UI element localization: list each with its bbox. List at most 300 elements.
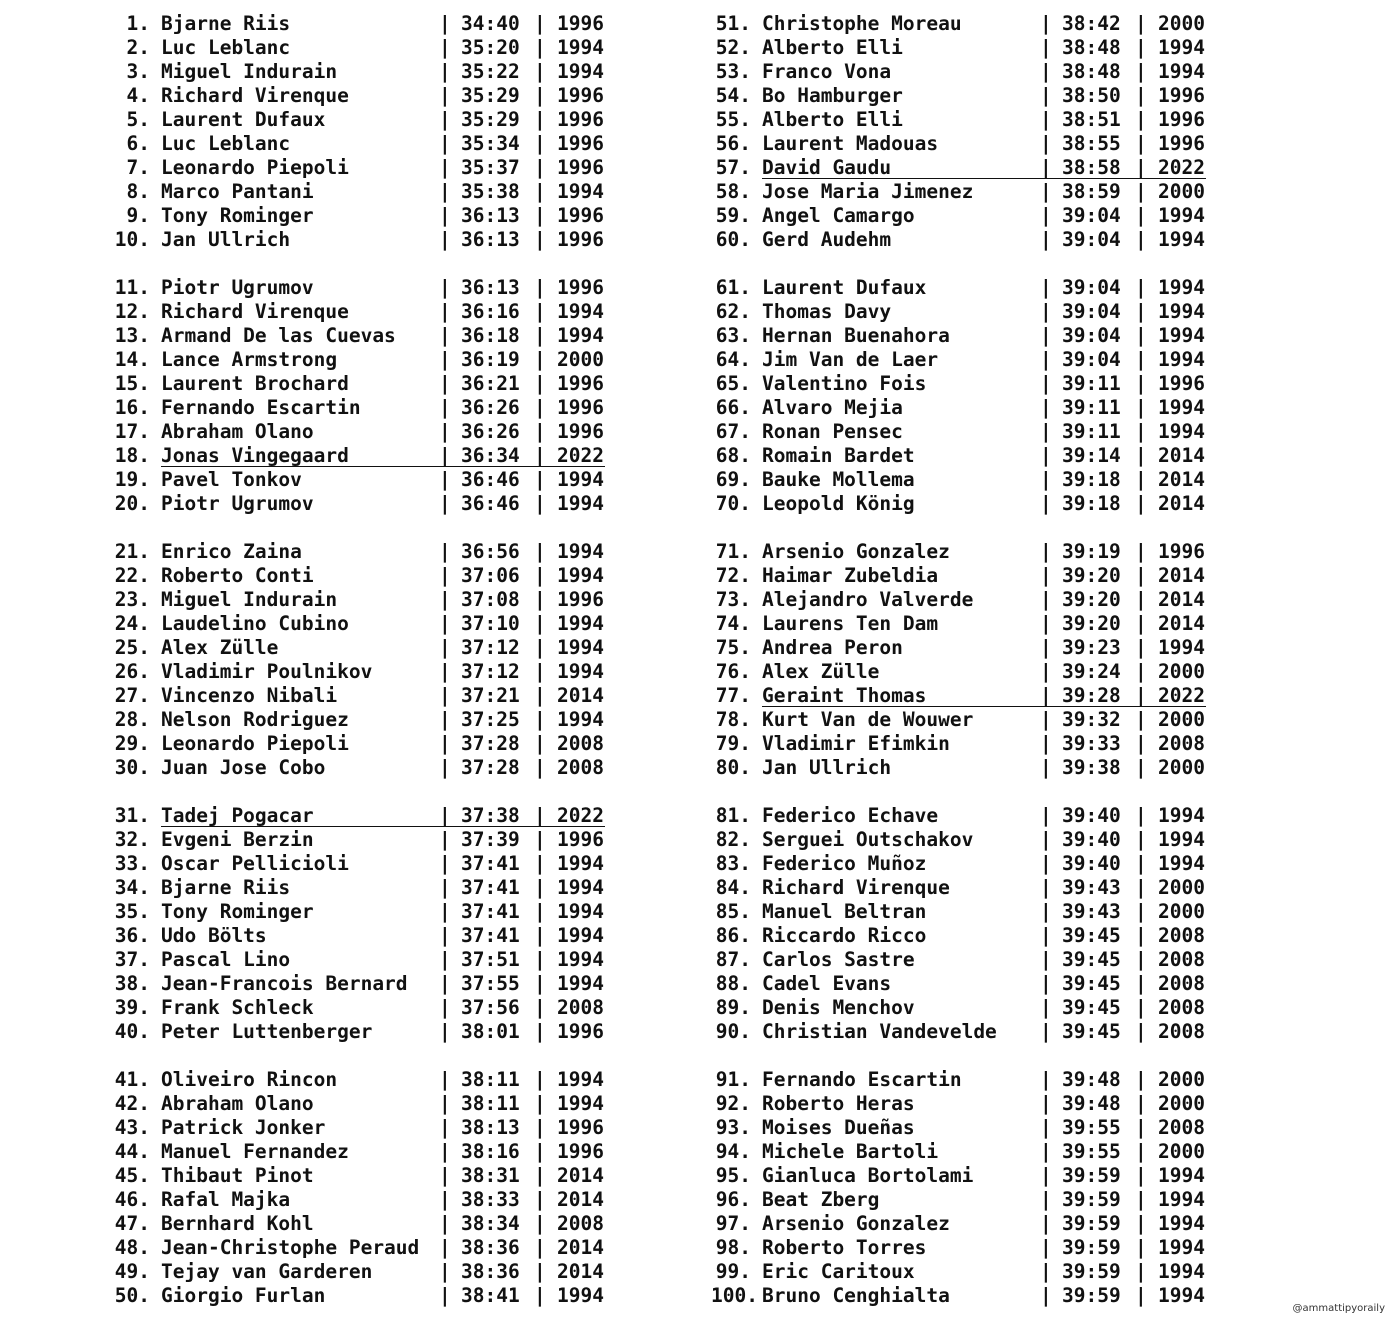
time-cell: 39:40 [1062, 804, 1121, 827]
column-separator: | [439, 756, 451, 779]
year-cell: 2008 [1158, 732, 1205, 755]
column-separator: | [1040, 1116, 1052, 1139]
rider-name-cell: Roberto Conti [161, 564, 314, 587]
rider-name-cell: Bruno Cenghialta [762, 1284, 950, 1307]
column-separator: | [439, 36, 451, 59]
column-separator: | [1135, 468, 1147, 491]
rider-name-cell: Jean-Christophe Peraud [161, 1236, 420, 1259]
year-cell: 2014 [1158, 612, 1205, 635]
column-separator: | [439, 372, 451, 395]
time-cell: 37:41 [461, 900, 520, 923]
time-cell: 39:24 [1062, 660, 1121, 683]
rank-cell: 64. [715, 348, 751, 371]
rider-name-cell: Oscar Pellicioli [161, 852, 349, 875]
rider-name-cell: Federico Muñoz [762, 852, 927, 875]
time-cell: 39:14 [1062, 444, 1121, 467]
column-separator: | [1040, 276, 1052, 299]
year-cell: 2000 [1158, 1068, 1205, 1091]
column-separator: | [439, 804, 451, 827]
rider-name-cell: Tony Rominger [161, 204, 314, 227]
year-cell: 1994 [557, 876, 604, 899]
rank-cell: 36. [114, 924, 150, 947]
column-separator: | [439, 540, 451, 563]
column-separator: | [1040, 108, 1052, 131]
time-cell: 39:04 [1062, 276, 1121, 299]
rank-cell: 70. [715, 492, 751, 515]
time-cell: 39:48 [1062, 1068, 1121, 1091]
rider-name-cell: Serguei Outschakov [762, 828, 974, 851]
year-cell: 1994 [1158, 1164, 1205, 1187]
rider-name-cell: Leonardo Piepoli [161, 732, 349, 755]
rider-name-cell: Laudelino Cubino [161, 612, 349, 635]
rank-cell: 25. [114, 636, 150, 659]
rank-cell: 9. [126, 204, 150, 227]
column-separator: | [1040, 1188, 1052, 1211]
column-separator: | [1135, 1116, 1147, 1139]
year-cell: 1994 [557, 924, 604, 947]
rider-name-cell: Fernando Escartin [762, 1068, 962, 1091]
column-separator: | [439, 1164, 451, 1187]
column-separator: | [1040, 60, 1052, 83]
year-cell: 1994 [557, 612, 604, 635]
year-cell: 2008 [1158, 1116, 1205, 1139]
rider-name-cell: Alejandro Valverde [762, 588, 974, 611]
rider-name-cell: Richard Virenque [762, 876, 950, 899]
year-cell: 1996 [1158, 132, 1205, 155]
rider-name-cell: Luc Leblanc [161, 132, 291, 155]
rider-name-cell: Denis Menchov [762, 996, 915, 1019]
rider-name-cell: Romain Bardet [762, 444, 915, 467]
column-separator: | [534, 1140, 546, 1163]
column-separator: | [439, 636, 451, 659]
rider-name-cell: Abraham Olano [161, 420, 314, 443]
rank-cell: 46. [114, 1188, 150, 1211]
year-cell: 1996 [1158, 540, 1205, 563]
rider-name-cell: Bjarne Riis [161, 876, 291, 899]
column-separator: | [1135, 636, 1147, 659]
column-separator: | [1040, 180, 1052, 203]
time-cell: 39:59 [1062, 1164, 1121, 1187]
rider-name-cell: Pavel Tonkov [161, 468, 302, 491]
year-cell: 1996 [557, 132, 604, 155]
year-cell: 1996 [557, 204, 604, 227]
rider-name-cell: Christophe Moreau [762, 12, 962, 35]
time-cell: 38:59 [1062, 180, 1121, 203]
rank-cell: 45. [114, 1164, 150, 1187]
column-separator: | [439, 948, 451, 971]
rank-cell: 49. [114, 1260, 150, 1283]
column-separator: | [1040, 228, 1052, 251]
column-separator: | [1135, 900, 1147, 923]
year-cell: 1994 [1158, 276, 1205, 299]
rank-cell: 73. [715, 588, 751, 611]
rank-cell: 26. [114, 660, 150, 683]
time-cell: 36:13 [461, 276, 520, 299]
rider-name-cell: Jan Ullrich [161, 228, 291, 251]
year-cell: 1996 [557, 156, 604, 179]
column-separator: | [1135, 564, 1147, 587]
time-cell: 39:45 [1062, 996, 1121, 1019]
time-cell: 36:26 [461, 420, 520, 443]
column-separator: | [1135, 996, 1147, 1019]
rider-name-cell: Leopold König [762, 492, 915, 515]
column-separator: | [439, 1116, 451, 1139]
column-separator: | [534, 468, 546, 491]
rider-name-cell: Peter Luttenberger [161, 1020, 373, 1043]
rank-cell: 22. [114, 564, 150, 587]
rank-cell: 18. [114, 444, 150, 467]
time-cell: 38:16 [461, 1140, 520, 1163]
time-cell: 38:42 [1062, 12, 1121, 35]
rider-name-cell: Eric Caritoux [762, 1260, 915, 1283]
year-cell: 1994 [557, 900, 604, 923]
rank-cell: 85. [715, 900, 751, 923]
rider-name-cell: Marco Pantani [161, 180, 314, 203]
rider-name-cell: Manuel Fernandez [161, 1140, 349, 1163]
rider-name-cell: Franco Vona [762, 60, 892, 83]
rider-name-cell: Laurent Madouas [762, 132, 939, 155]
rider-name-cell: Moises Dueñas [762, 1116, 915, 1139]
column-separator: | [1135, 708, 1147, 731]
rider-name-cell: Lance Armstrong [161, 348, 338, 371]
column-separator: | [534, 36, 546, 59]
rider-name-cell: Luc Leblanc [161, 36, 291, 59]
column-separator: | [1040, 84, 1052, 107]
rank-cell: 93. [715, 1116, 751, 1139]
column-separator: | [439, 1260, 451, 1283]
rider-name-cell: Alex Zülle [161, 636, 279, 659]
column-separator: | [1135, 804, 1147, 827]
year-cell: 2000 [1158, 708, 1205, 731]
column-separator: | [1135, 852, 1147, 875]
column-separator: | [439, 348, 451, 371]
column-separator: | [1135, 324, 1147, 347]
column-separator: | [439, 276, 451, 299]
rank-cell: 16. [114, 396, 150, 419]
rider-name-cell: Arsenio Gonzalez [762, 1212, 950, 1235]
year-cell: 1994 [1158, 396, 1205, 419]
rank-cell: 17. [114, 420, 150, 443]
column-separator: | [534, 108, 546, 131]
year-cell: 1994 [1158, 228, 1205, 251]
rider-name-cell: Thibaut Pinot [161, 1164, 314, 1187]
rider-name-cell: Miguel Indurain [161, 60, 338, 83]
column-separator: | [1040, 708, 1052, 731]
rider-name-cell: Federico Echave [762, 804, 939, 827]
column-separator: | [439, 612, 451, 635]
year-cell: 1996 [557, 588, 604, 611]
rider-name-cell: Pascal Lino [161, 948, 291, 971]
time-cell: 37:41 [461, 924, 520, 947]
column-separator: | [439, 1188, 451, 1211]
time-cell: 39:45 [1062, 924, 1121, 947]
rider-name-cell: Jim Van de Laer [762, 348, 939, 371]
time-cell: 35:38 [461, 180, 520, 203]
time-cell: 38:01 [461, 1020, 520, 1043]
rank-cell: 39. [114, 996, 150, 1019]
time-cell: 39:55 [1062, 1116, 1121, 1139]
column-separator: | [1040, 996, 1052, 1019]
time-cell: 35:34 [461, 132, 520, 155]
column-separator: | [534, 1212, 546, 1235]
rider-name-cell: Giorgio Furlan [161, 1284, 326, 1307]
column-separator: | [439, 732, 451, 755]
column-separator: | [1135, 1164, 1147, 1187]
column-separator: | [534, 972, 546, 995]
rank-cell: 47. [114, 1212, 150, 1235]
rank-cell: 60. [715, 228, 751, 251]
column-separator: | [439, 1068, 451, 1091]
time-cell: 38:11 [461, 1068, 520, 1091]
time-cell: 38:31 [461, 1164, 520, 1187]
time-cell: 38:41 [461, 1284, 520, 1307]
column-separator: | [1135, 372, 1147, 395]
rider-name-cell: Ronan Pensec [762, 420, 903, 443]
rank-cell: 21. [114, 540, 150, 563]
time-cell: 36:16 [461, 300, 520, 323]
rank-cell: 91. [715, 1068, 751, 1091]
year-cell: 1994 [557, 564, 604, 587]
rank-cell: 11. [114, 276, 150, 299]
year-cell: 1994 [1158, 1188, 1205, 1211]
column-separator: | [439, 852, 451, 875]
time-cell: 37:28 [461, 732, 520, 755]
rank-cell: 74. [715, 612, 751, 635]
column-separator: | [1135, 276, 1147, 299]
time-cell: 37:25 [461, 708, 520, 731]
year-cell: 2000 [1158, 180, 1205, 203]
rider-name-cell: Vladimir Poulnikov [161, 660, 373, 683]
column-separator: | [1040, 372, 1052, 395]
rider-name-cell: Laurent Dufaux [161, 108, 326, 131]
year-cell: 2022 [1158, 684, 1205, 707]
column-separator: | [1040, 612, 1052, 635]
rank-cell: 12. [114, 300, 150, 323]
year-cell: 2000 [1158, 1092, 1205, 1115]
year-cell: 1994 [557, 948, 604, 971]
column-separator: | [534, 156, 546, 179]
column-separator: | [1135, 84, 1147, 107]
rank-cell: 88. [715, 972, 751, 995]
time-cell: 35:29 [461, 84, 520, 107]
column-separator: | [1040, 564, 1052, 587]
column-separator: | [534, 636, 546, 659]
column-separator: | [534, 708, 546, 731]
rank-cell: 69. [715, 468, 751, 491]
rank-cell: 52. [715, 36, 751, 59]
year-cell: 2014 [557, 1236, 604, 1259]
year-cell: 1994 [1158, 300, 1205, 323]
column-separator: | [439, 324, 451, 347]
time-cell: 39:20 [1062, 588, 1121, 611]
rank-cell: 90. [715, 1020, 751, 1043]
time-cell: 39:38 [1062, 756, 1121, 779]
column-separator: | [1040, 468, 1052, 491]
rank-cell: 63. [715, 324, 751, 347]
rank-cell: 66. [715, 396, 751, 419]
year-cell: 1994 [1158, 1212, 1205, 1235]
column-separator: | [439, 1140, 451, 1163]
time-cell: 38:58 [1062, 156, 1121, 179]
year-cell: 1994 [557, 36, 604, 59]
rider-name-cell: Riccardo Ricco [762, 924, 927, 947]
rider-name-cell: Alberto Elli [762, 108, 903, 131]
column-separator: | [1040, 804, 1052, 827]
rank-cell: 48. [114, 1236, 150, 1259]
column-separator: | [439, 708, 451, 731]
column-separator: | [1040, 828, 1052, 851]
rank-cell: 84. [715, 876, 751, 899]
column-separator: | [1040, 324, 1052, 347]
year-cell: 2014 [557, 1260, 604, 1283]
rank-cell: 57. [715, 156, 751, 179]
rank-cell: 40. [114, 1020, 150, 1043]
column-separator: | [534, 804, 546, 827]
rank-cell: 61. [715, 276, 751, 299]
column-separator: | [439, 1212, 451, 1235]
year-cell: 1996 [557, 1116, 604, 1139]
year-cell: 2008 [557, 732, 604, 755]
year-cell: 2008 [557, 1212, 604, 1235]
column-separator: | [1040, 1236, 1052, 1259]
column-separator: | [534, 852, 546, 875]
year-cell: 1996 [1158, 372, 1205, 395]
rider-name-cell: Carlos Sastre [762, 948, 915, 971]
year-cell: 2000 [1158, 876, 1205, 899]
column-separator: | [1040, 348, 1052, 371]
column-separator: | [1040, 492, 1052, 515]
rank-cell: 3. [126, 60, 150, 83]
rank-cell: 5. [126, 108, 150, 131]
column-separator: | [534, 1092, 546, 1115]
time-cell: 38:55 [1062, 132, 1121, 155]
rider-name-cell: Vladimir Efimkin [762, 732, 950, 755]
rank-cell: 27. [114, 684, 150, 707]
column-separator: | [439, 228, 451, 251]
rank-cell: 75. [715, 636, 751, 659]
rank-cell: 19. [114, 468, 150, 491]
column-separator: | [439, 84, 451, 107]
rider-name-cell: Gerd Audehm [762, 228, 892, 251]
rider-name-cell: Leonardo Piepoli [161, 156, 349, 179]
column-separator: | [534, 396, 546, 419]
rider-name-cell: Richard Virenque [161, 84, 349, 107]
year-cell: 1994 [557, 1068, 604, 1091]
year-cell: 2022 [1158, 156, 1205, 179]
column-separator: | [1040, 204, 1052, 227]
rider-name-cell: Laurent Dufaux [762, 276, 927, 299]
column-separator: | [439, 444, 451, 467]
column-separator: | [1040, 876, 1052, 899]
column-separator: | [1135, 684, 1147, 707]
rider-name-cell: Bo Hamburger [762, 84, 903, 107]
rank-cell: 71. [715, 540, 751, 563]
time-cell: 36:34 [461, 444, 520, 467]
rider-name-cell: Jose Maria Jimenez [762, 180, 974, 203]
column-separator: | [1040, 588, 1052, 611]
rank-cell: 59. [715, 204, 751, 227]
column-separator: | [1135, 108, 1147, 131]
column-separator: | [1135, 948, 1147, 971]
time-cell: 34:40 [461, 12, 520, 35]
rank-cell: 95. [715, 1164, 751, 1187]
column-separator: | [1135, 444, 1147, 467]
year-cell: 1994 [1158, 36, 1205, 59]
column-separator: | [1135, 132, 1147, 155]
column-separator: | [1135, 204, 1147, 227]
column-separator: | [439, 1092, 451, 1115]
year-cell: 1994 [1158, 1236, 1205, 1259]
rank-cell: 6. [126, 132, 150, 155]
column-separator: | [534, 828, 546, 851]
time-cell: 39:59 [1062, 1188, 1121, 1211]
column-separator: | [1135, 396, 1147, 419]
rider-name-cell: Laurens Ten Dam [762, 612, 939, 635]
column-separator: | [439, 660, 451, 683]
year-cell: 1994 [557, 1284, 604, 1307]
rank-cell: 23. [114, 588, 150, 611]
column-separator: | [534, 348, 546, 371]
rank-cell: 87. [715, 948, 751, 971]
rider-name-cell: Christian Vandevelde [762, 1020, 997, 1043]
column-separator: | [534, 372, 546, 395]
rank-cell: 13. [114, 324, 150, 347]
rider-name-cell: Enrico Zaina [161, 540, 302, 563]
column-separator: | [1135, 612, 1147, 635]
rank-cell: 80. [715, 756, 751, 779]
column-separator: | [534, 1260, 546, 1283]
column-separator: | [534, 1284, 546, 1307]
year-cell: 1994 [1158, 420, 1205, 443]
time-cell: 39:04 [1062, 324, 1121, 347]
column-separator: | [1135, 60, 1147, 83]
year-cell: 2014 [1158, 468, 1205, 491]
rank-cell: 42. [114, 1092, 150, 1115]
column-separator: | [439, 108, 451, 131]
rider-name-cell: Geraint Thomas [762, 684, 927, 707]
rank-cell: 8. [126, 180, 150, 203]
column-separator: | [439, 924, 451, 947]
time-cell: 37:06 [461, 564, 520, 587]
column-separator: | [534, 540, 546, 563]
year-cell: 2008 [1158, 996, 1205, 1019]
column-separator: | [439, 588, 451, 611]
year-cell: 1994 [1158, 1260, 1205, 1283]
time-cell: 39:20 [1062, 564, 1121, 587]
year-cell: 2008 [557, 756, 604, 779]
rank-cell: 89. [715, 996, 751, 1019]
column-separator: | [1040, 300, 1052, 323]
column-separator: | [1040, 444, 1052, 467]
time-cell: 36:21 [461, 372, 520, 395]
year-cell: 2000 [1158, 900, 1205, 923]
rider-name-cell: Piotr Ugrumov [161, 276, 314, 299]
year-cell: 1994 [557, 180, 604, 203]
rank-cell: 2. [126, 36, 150, 59]
time-cell: 36:26 [461, 396, 520, 419]
rank-cell: 4. [126, 84, 150, 107]
time-cell: 37:38 [461, 804, 520, 827]
column-separator: | [1135, 828, 1147, 851]
year-cell: 1994 [1158, 828, 1205, 851]
rank-cell: 33. [114, 852, 150, 875]
rider-name-cell: Jan Ullrich [762, 756, 892, 779]
column-separator: | [1040, 1068, 1052, 1091]
rank-cell: 76. [715, 660, 751, 683]
column-separator: | [439, 684, 451, 707]
year-cell: 2022 [557, 804, 604, 827]
column-separator: | [1135, 180, 1147, 203]
